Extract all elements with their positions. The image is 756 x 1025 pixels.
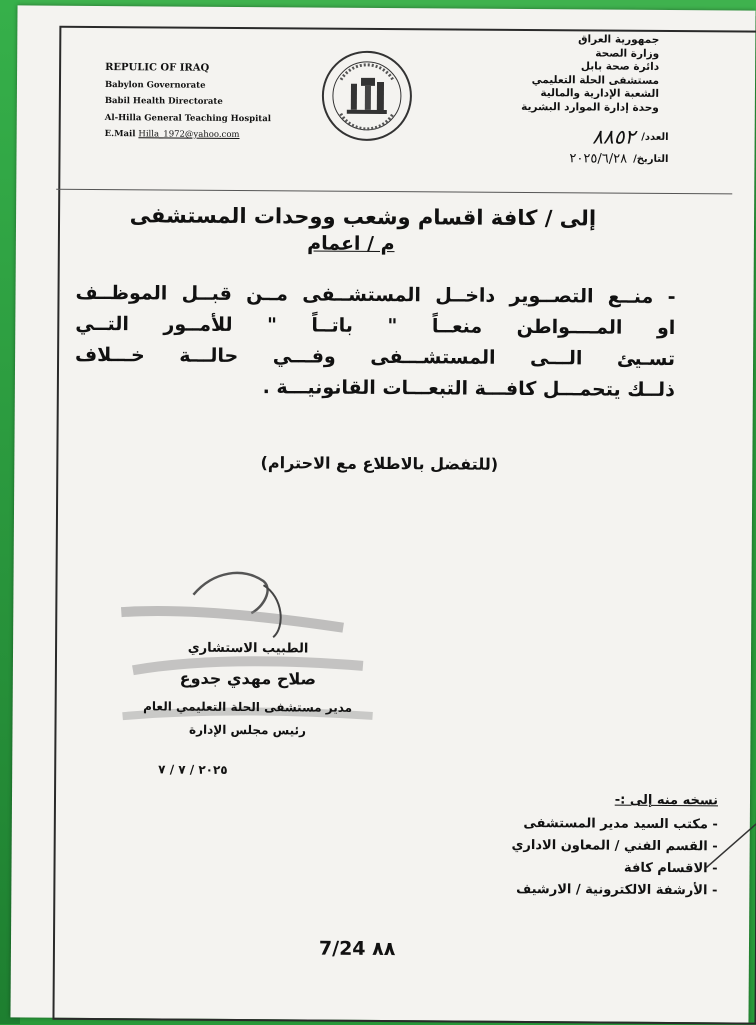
directorate-ar: دائرة صحة بابل (580, 60, 660, 73)
signature-block (122, 634, 373, 742)
signature-date-hand: ٧ / ٧ (158, 762, 186, 777)
subject-line: م / اعمام (307, 232, 395, 256)
email-label: E.Mail (104, 129, 136, 140)
recipient-line: إلى / كافة اقسام وشعب ووحدات المستشفى (129, 203, 597, 231)
country-ar: جمهورية العراق (578, 33, 660, 46)
unit-ar: وحدة إدارة الموارد البشرية (521, 100, 659, 114)
email-link[interactable]: Hilla_1972@yahoo.com (138, 129, 240, 140)
copy-recipient: - الاقسام كافة (623, 860, 718, 877)
signature-date-year: ٢٠٢٥ / (189, 762, 228, 777)
signer-position: مدير مستشفى الحلة التعليمي العام (143, 699, 353, 715)
reference-date-value: ٢٠٢٥/٦/٢٨ (569, 150, 628, 167)
country-en: REPULIC OF IRAQ (105, 62, 210, 74)
division-ar: الشعبة الإدارية والمالية (540, 87, 659, 100)
body-line: او المــــواطن منعــاً " باتــاً " للأمــور التــي (75, 312, 676, 340)
english-letterhead (105, 60, 316, 144)
arabic-letterhead (469, 33, 660, 115)
body-line: ذلــك يتحمـــل كافـــة التبعـــات القانونيـــة . (262, 376, 675, 402)
copies-title: نسخه منه إلى :- (614, 792, 719, 809)
signature-date (158, 762, 308, 777)
signer-name: صلاح مهدي جدوع (179, 668, 317, 689)
page-number (319, 938, 439, 961)
copy-recipient: - الأرشفة الالكترونية / الارشيف (516, 881, 718, 899)
page-number-value: 7/24 (318, 937, 366, 960)
hospital-en: Al-Hilla General Teaching Hospital (104, 112, 272, 124)
ministry-ar: وزارة الصحة (595, 46, 660, 60)
email-line (105, 126, 315, 144)
body-line: - منــع التصــوير داخــل المستشــفى مــن قبــل الموظــف (75, 281, 676, 309)
signer-role: رئيس مجلس الإدارة (188, 722, 306, 738)
page-number-note: ٨٨ (372, 937, 396, 961)
reference-date-label: التاريخ/ (633, 153, 669, 165)
copies-block (481, 787, 718, 903)
directorate-en: Babil Health Directorate (104, 96, 223, 107)
signer-title: الطبيب الاستشاري (187, 640, 309, 657)
body-line: تسـيئ الـــى المستشـــفى وفـــي حالـــة خـــلاف (75, 343, 676, 371)
governorate-en: Babylon Governorate (104, 79, 206, 91)
letter-body (75, 278, 676, 406)
copy-recipient: - مكتب السيد مدير المستشفى (523, 815, 718, 833)
reference-date-row (478, 147, 668, 170)
reference-number-row (479, 125, 669, 148)
copy-recipient: - القسم الفني / المعاون الاداري (511, 837, 718, 855)
closing-line: (للتفضل بالاطلاع مع الاحترام) (260, 453, 499, 474)
reference-number-label: العدد/ (641, 131, 669, 143)
pen-stroke-icon (701, 818, 756, 878)
reference-number-value: ٨٨٥٢ (592, 124, 636, 149)
reference-block (478, 125, 668, 170)
hospital-seal-icon (321, 50, 414, 143)
document-paper (10, 5, 755, 1022)
hospital-ar: مستشفى الحلة التعليمي (531, 73, 660, 87)
